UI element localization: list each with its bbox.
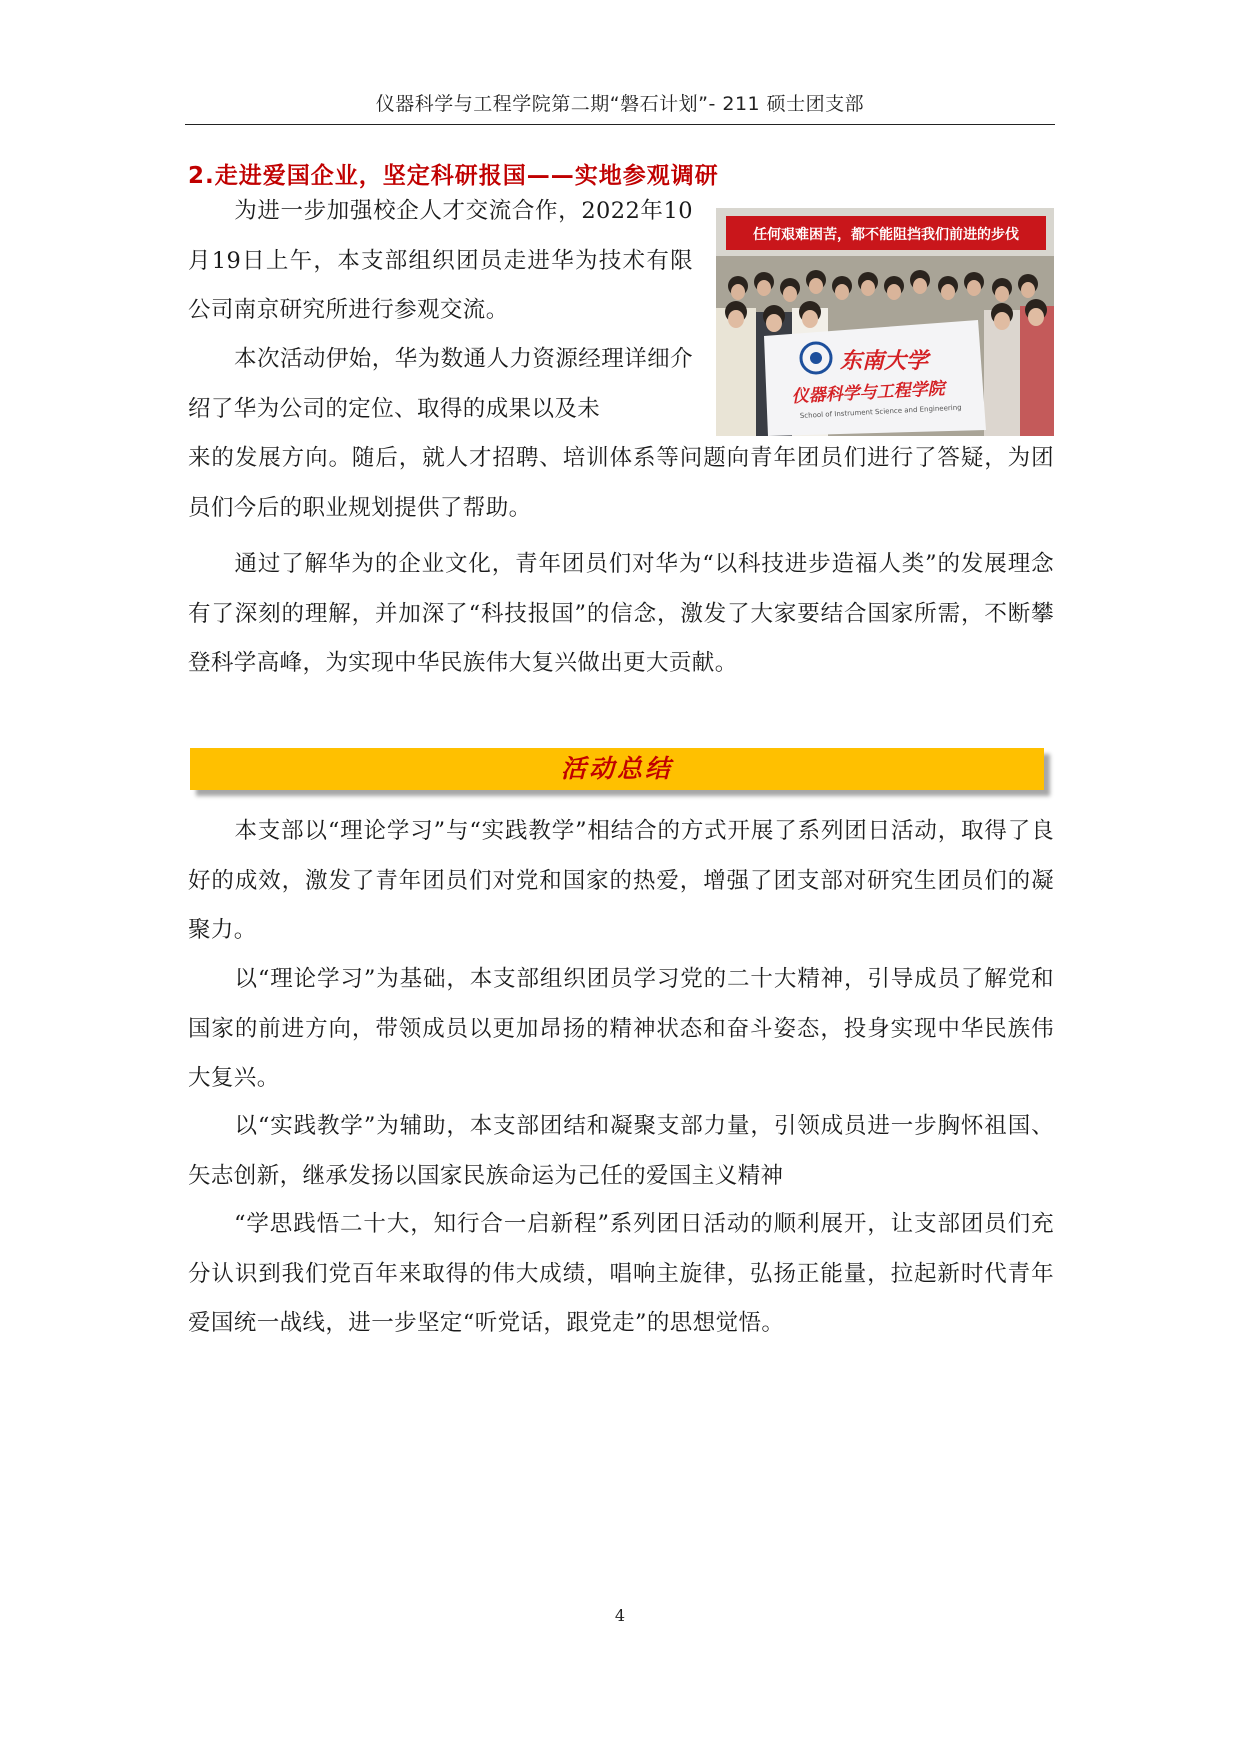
summary-heading-bar: [190, 748, 1044, 790]
page-number: 4: [614, 1606, 626, 1625]
paragraph-summary-overview: [188, 807, 1054, 956]
paragraph-activity-start: [188, 335, 693, 434]
paragraph-summary-practice: [188, 1102, 1054, 1201]
paragraph-visit-intro-text: 为进一步加强校企人才交流合作，2022年10月19日上午，本支部组织团员走进华为技术有限公司南京研究所进行参观交流。: [188, 198, 693, 323]
paragraph-culture: [188, 540, 1054, 689]
page-header: [185, 88, 1055, 125]
section-heading: 2.走进爱国企业，坚定科研报国——实地参观调研: [188, 163, 719, 189]
photo-flag-subtext: 仪器科学与工程学院: [791, 379, 946, 407]
header-title: 仪器科学与工程学院第二期“磐石计划”- 211 硕士团支部: [375, 93, 865, 115]
paragraph-summary-overview-text: 本支部以“理论学习”与“实践教学”相结合的方式开展了系列团日活动，取得了良好的成效，激发了青年团员们对党和国家的热爱，增强了团支部对研究生团员们的凝聚力。: [188, 818, 1054, 943]
paragraph-activity-continued-text: 来的发展方向。随后，就人才招聘、培训体系等问题向青年团员们进行了答疑，为团员们今后的职业规划提供了帮助。: [188, 445, 1054, 521]
summary-heading: 活动总结: [560, 754, 673, 783]
paragraph-activity-continued: [188, 434, 1054, 533]
paragraph-visit-intro: [188, 187, 693, 336]
group-photo: [716, 208, 1054, 436]
paragraph-activity-start-text: 本次活动伊始，华为数通人力资源经理详细介绍了华为公司的定位、取得的成果以及未: [188, 346, 693, 422]
photo-flag-small-text: School of Instrument Science and Engineering: [799, 403, 962, 420]
group-photo-illustration: [716, 208, 1054, 436]
paragraph-summary-theory-text: 以“理论学习”为基础，本支部组织团员学习党的二十大精神，引导成员了解党和国家的前进方向，带领成员以更加昂扬的精神状态和奋斗姿态，投身实现中华民族伟大复兴。: [188, 966, 1054, 1091]
paragraph-summary-practice-text: 以“实践教学”为辅助，本支部团结和凝聚支部力量，引领成员进一步胸怀祖国、矢志创新，继承发扬以国家民族命运为己任的爱国主义精神: [188, 1113, 1054, 1189]
photo-flag: [764, 320, 986, 436]
paragraph-summary-conclusion: [188, 1200, 1054, 1349]
photo-flag-text: 东南大学: [840, 348, 929, 374]
paragraph-summary-conclusion-text: “学思践悟二十大，知行合一启新程”系列团日活动的顺利展开，让支部团员们充分认识到我们党百年来取得的伟大成绩，唱响主旋律，弘扬正能量，拉起新时代青年爱国统一战线，进一步坚定“听党话，跟党走”的思想觉悟。: [188, 1211, 1054, 1336]
paragraph-summary-theory: [188, 955, 1054, 1104]
photo-banner-text: 任何艰难困苦，都不能阻挡我们前进的步伐: [753, 227, 1019, 243]
paragraph-culture-text: 通过了解华为的企业文化，青年团员们对华为“以科技进步造福人类”的发展理念有了深刻的理解，并加深了“科技报国”的信念，激发了大家要结合国家所需，不断攀登科学高峰，为实现中华民族伟大复兴做出更大贡献。: [188, 551, 1054, 676]
